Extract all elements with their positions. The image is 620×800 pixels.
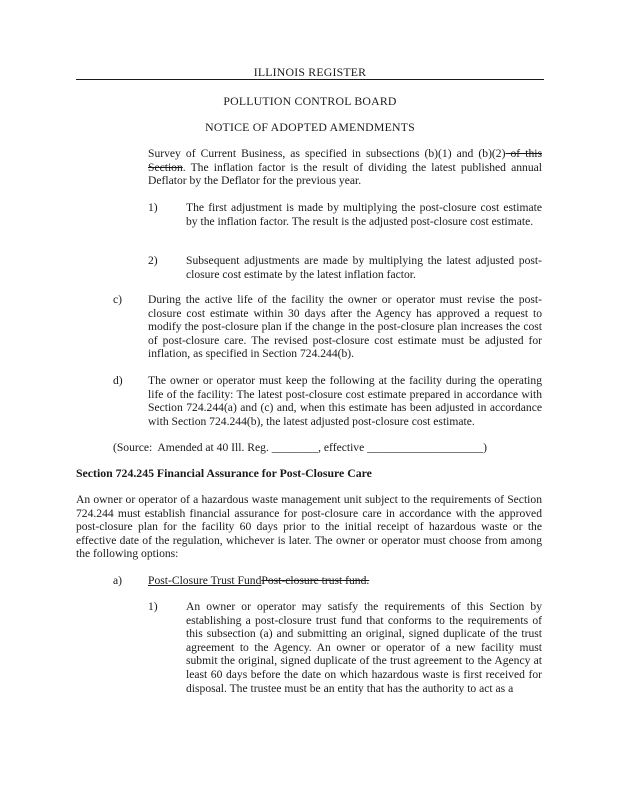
- option-a-1-text: An owner or operator may satisfy the requirements of this Section by establishing a post-closure trust fund that conforms to the requirements of this subsection (a) and submitting an original, signed duplicate of the trust agreement to the Agency. An owner or operator of a new facility must submit the original, signed duplicate of the trust agreement to the Agency at least 60 days before the date on which hazardous waste is first received for disposal. The trustee must be an entity that has the authority to act as a: [186, 600, 542, 695]
- section-heading: Section 724.245 Financial Assurance for Post-Closure Care: [76, 466, 372, 480]
- sub-item-text: The first adjustment is made by multiplying the post-closure cost estimate by the inflation factor. The result is the adjusted post-closure cost estimate.: [186, 201, 542, 228]
- section-intro: An owner or operator of a hazardous waste management unit subject to the requirements of Section 724.244 must establish financial assurance for post-closure care in accordance with the approved post-closure plan for the facility 60 days prior to the initial receipt of hazardous waste or the effective date of the regulation, whichever is later. The owner or operator must choose from among the following options:: [76, 493, 542, 561]
- option-a-title-new: Post-Closure Trust Fund: [148, 574, 262, 587]
- notice-title: NOTICE OF ADOPTED AMENDMENTS: [205, 120, 415, 134]
- item-label: d): [113, 374, 123, 387]
- item-label: c): [113, 293, 123, 306]
- option-a-title-struck: Post-closure trust fund.: [261, 574, 370, 587]
- register-title: ILLINOIS REGISTER: [253, 65, 367, 79]
- sub-item-text: Subsequent adjustments are made by multiplying the latest adjusted post-closure cost estimate by the latest inflation factor.: [186, 254, 542, 281]
- sub-item-label: 1): [148, 201, 158, 214]
- item-text: During the active life of the facility the owner or operator must revise the post-closure cost estimate within 30 days after the Agency has approved a request to modify the post-closure plan if the change in the post-closure plan increases the cost of post-closure care. The revised post-closure cost estimate must be adjusted for inflation, as specified in Section 724.244(b).: [148, 293, 542, 361]
- board-title: POLLUTION CONTROL BOARD: [223, 94, 397, 108]
- intro-paragraph: [148, 147, 542, 188]
- source-note: (Source: Amended at 40 Ill. Reg. ________, effective ____________________): [113, 441, 487, 454]
- option-a-title: [148, 574, 369, 588]
- header-rule: [76, 79, 544, 80]
- intro-text-b: . The inflation factor is the result of dividing the latest published annual Deflator by the Deflator for the previous year.: [148, 160, 542, 188]
- intro-struck-text: of this Section: [148, 147, 542, 174]
- item-text: The owner or operator must keep the following at the facility during the operating life of the facility: The latest post-closure cost estimate prepared in accordance with Section 724.244(a) and (c) and, when this estimate has been adjusted in accordance with Section 724.244(b), the latest adjusted post-closure cost estimate.: [148, 374, 542, 428]
- option-a-label: a): [113, 574, 123, 587]
- sub-item-label: 1): [148, 600, 158, 613]
- intro-text-a: Survey of Current Business, as specified in subsections (b)(1) and (b)(2): [148, 147, 506, 160]
- sub-item-label: 2): [148, 254, 158, 267]
